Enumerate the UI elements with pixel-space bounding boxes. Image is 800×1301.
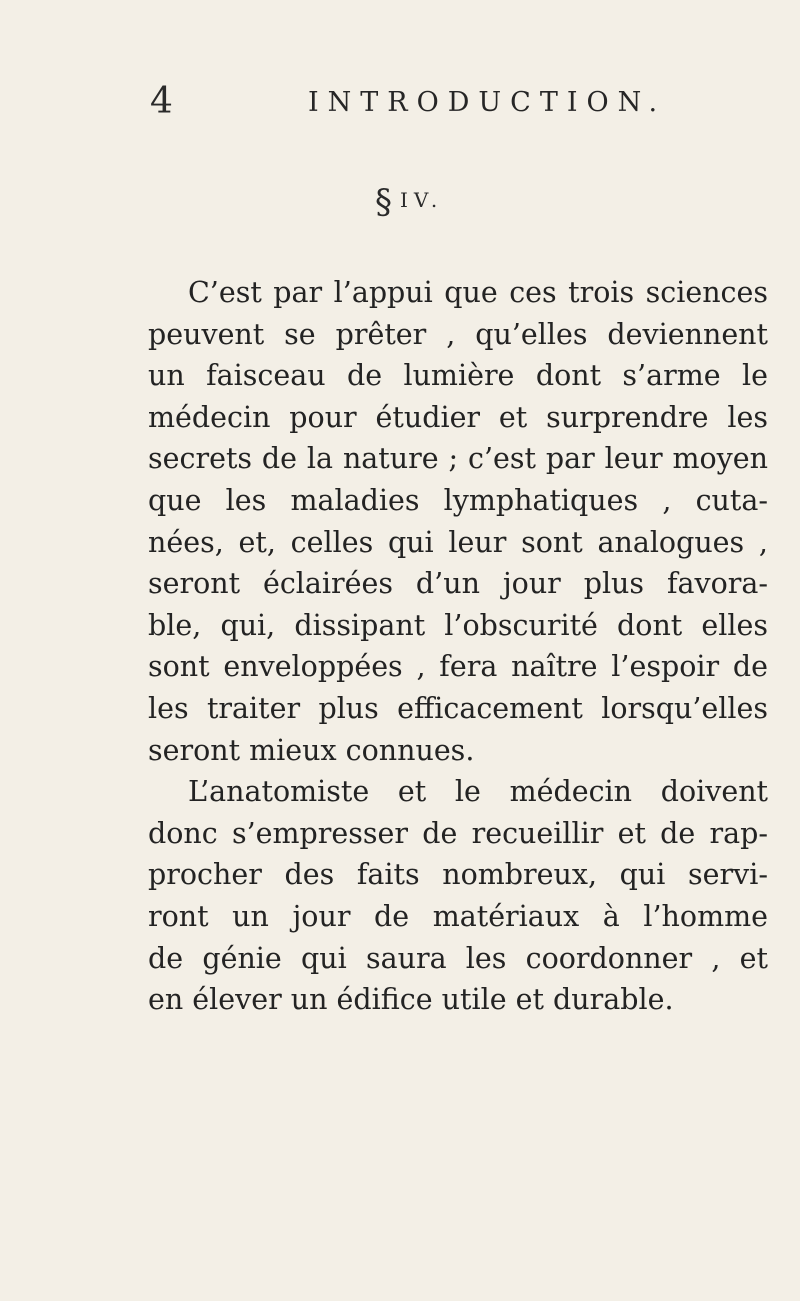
text-line: de génie qui saura les coordonner , et — [148, 941, 768, 975]
body-text — [148, 272, 768, 1021]
text-line: seront mieux connues. — [148, 733, 475, 767]
text-line: ront un jour de matériaux à l’homme — [148, 899, 768, 933]
running-head: INTRODUCTION. — [308, 87, 667, 118]
text-line: donc s’empresser de recueillir et de rap- — [148, 816, 768, 850]
text-line: secrets de la nature ; c’est par leur moyen — [148, 442, 768, 476]
text-line: sont enveloppées , fera naître l’espoir de — [148, 650, 768, 684]
text-line: peuvent se prêter , qu’elles deviennent — [148, 317, 768, 351]
text-line: C’est par l’appui que ces trois sciences — [188, 276, 768, 309]
text-line: ble, qui, dissipant l’obscurité dont elles — [148, 608, 768, 642]
paragraph-1 — [148, 272, 768, 771]
section-symbol: § — [375, 182, 392, 222]
page-number: 4 — [150, 81, 173, 122]
paragraph-2 — [148, 771, 768, 1021]
text-line: les traiter plus efficacement lorsqu’elles — [148, 691, 768, 725]
text-line: L’anatomiste et le médecin doivent — [188, 775, 768, 809]
text-line: médecin pour étudier et surprendre les — [148, 400, 768, 434]
text-line: nées, et, celles qui leur sont analogues , — [148, 525, 768, 559]
page-header — [0, 82, 800, 122]
section-number: IV. — [400, 188, 444, 212]
section-heading — [375, 178, 443, 224]
text-line: en élever un édifice utile et durable. — [148, 983, 674, 1017]
text-line: que les maladies lymphatiques , cuta- — [148, 483, 768, 517]
text-line: procher des faits nombreux, qui servi- — [148, 858, 768, 892]
text-line: un faisceau de lumière dont s’arme le — [148, 359, 768, 393]
text-line: seront éclairées d’un jour plus favora- — [148, 567, 768, 601]
